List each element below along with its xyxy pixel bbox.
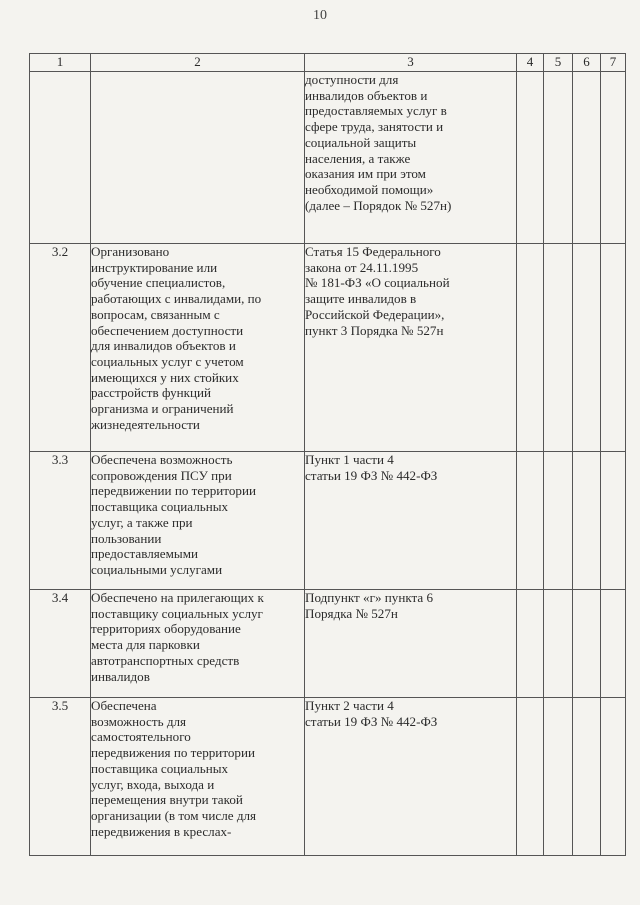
column-header: 6 xyxy=(573,54,601,72)
requirement-text: Обеспечена возможность сопровождения ПСУ при передвижении по территории поставщика социальных услуг, а также при пользовании предоставляемыми социальными услугами xyxy=(91,452,305,590)
check-cell xyxy=(517,244,544,452)
table-row xyxy=(30,72,626,244)
check-cell xyxy=(544,244,573,452)
check-cell xyxy=(573,590,601,698)
checklist-table xyxy=(29,53,626,856)
requirement-text xyxy=(91,72,305,244)
check-cell xyxy=(601,72,626,244)
check-cell xyxy=(544,698,573,856)
check-cell xyxy=(544,452,573,590)
column-header: 5 xyxy=(544,54,573,72)
table-row xyxy=(30,698,626,856)
requirement-text: Обеспечено на прилегающих к поставщику социальных услуг территориях оборудование места для парковки автотранспортных средств инвалидов xyxy=(91,590,305,698)
row-number xyxy=(30,72,91,244)
check-cell xyxy=(573,244,601,452)
check-cell xyxy=(544,590,573,698)
legal-basis-text: Статья 15 Федерального закона от 24.11.1995 № 181-ФЗ «О социальной защите инвалидов в Российской Федерации», пункт 3 Порядка № 527н xyxy=(305,244,517,452)
legal-basis-text: доступности для инвалидов объектов и предоставляемых услуг в сфере труда, занятости и социальной защиты населения, а также оказания им при этом необходимой помощи» (далее – Порядок № 527н) xyxy=(305,72,517,244)
table-row xyxy=(30,244,626,452)
column-header: 7 xyxy=(601,54,626,72)
column-header: 1 xyxy=(30,54,91,72)
row-number: 3.3 xyxy=(30,452,91,590)
check-cell xyxy=(601,452,626,590)
row-number: 3.2 xyxy=(30,244,91,452)
row-number: 3.5 xyxy=(30,698,91,856)
check-cell xyxy=(544,72,573,244)
check-cell xyxy=(601,244,626,452)
check-cell xyxy=(573,72,601,244)
check-cell xyxy=(601,698,626,856)
check-cell xyxy=(517,72,544,244)
check-cell xyxy=(517,452,544,590)
table-row xyxy=(30,452,626,590)
check-cell xyxy=(573,698,601,856)
row-number: 3.4 xyxy=(30,590,91,698)
column-header: 3 xyxy=(305,54,517,72)
page-number: 10 xyxy=(313,8,327,23)
table-row xyxy=(30,590,626,698)
check-cell xyxy=(517,698,544,856)
column-header: 2 xyxy=(91,54,305,72)
requirement-text: Обеспечена возможность для самостоятельного передвижения по территории поставщика социальных услуг, входа, выхода и перемещения внутри такой организации (в том числе для передвижения в креслах- xyxy=(91,698,305,856)
table-header-row xyxy=(30,54,626,72)
legal-basis-text: Пункт 1 части 4 статьи 19 ФЗ № 442-ФЗ xyxy=(305,452,517,590)
legal-basis-text: Подпункт «г» пункта 6 Порядка № 527н xyxy=(305,590,517,698)
check-cell xyxy=(601,590,626,698)
check-cell xyxy=(517,590,544,698)
requirement-text: Организовано инструктирование или обучение специалистов, работающих с инвалидами, по вопросам, связанным с обеспечением доступности для инвалидов объектов и социальных услуг с учетом имеющихся у них стойких расстройств функций организма и ограничений жизнедеятельности xyxy=(91,244,305,452)
check-cell xyxy=(573,452,601,590)
column-header: 4 xyxy=(517,54,544,72)
legal-basis-text: Пункт 2 части 4 статьи 19 ФЗ № 442-ФЗ xyxy=(305,698,517,856)
